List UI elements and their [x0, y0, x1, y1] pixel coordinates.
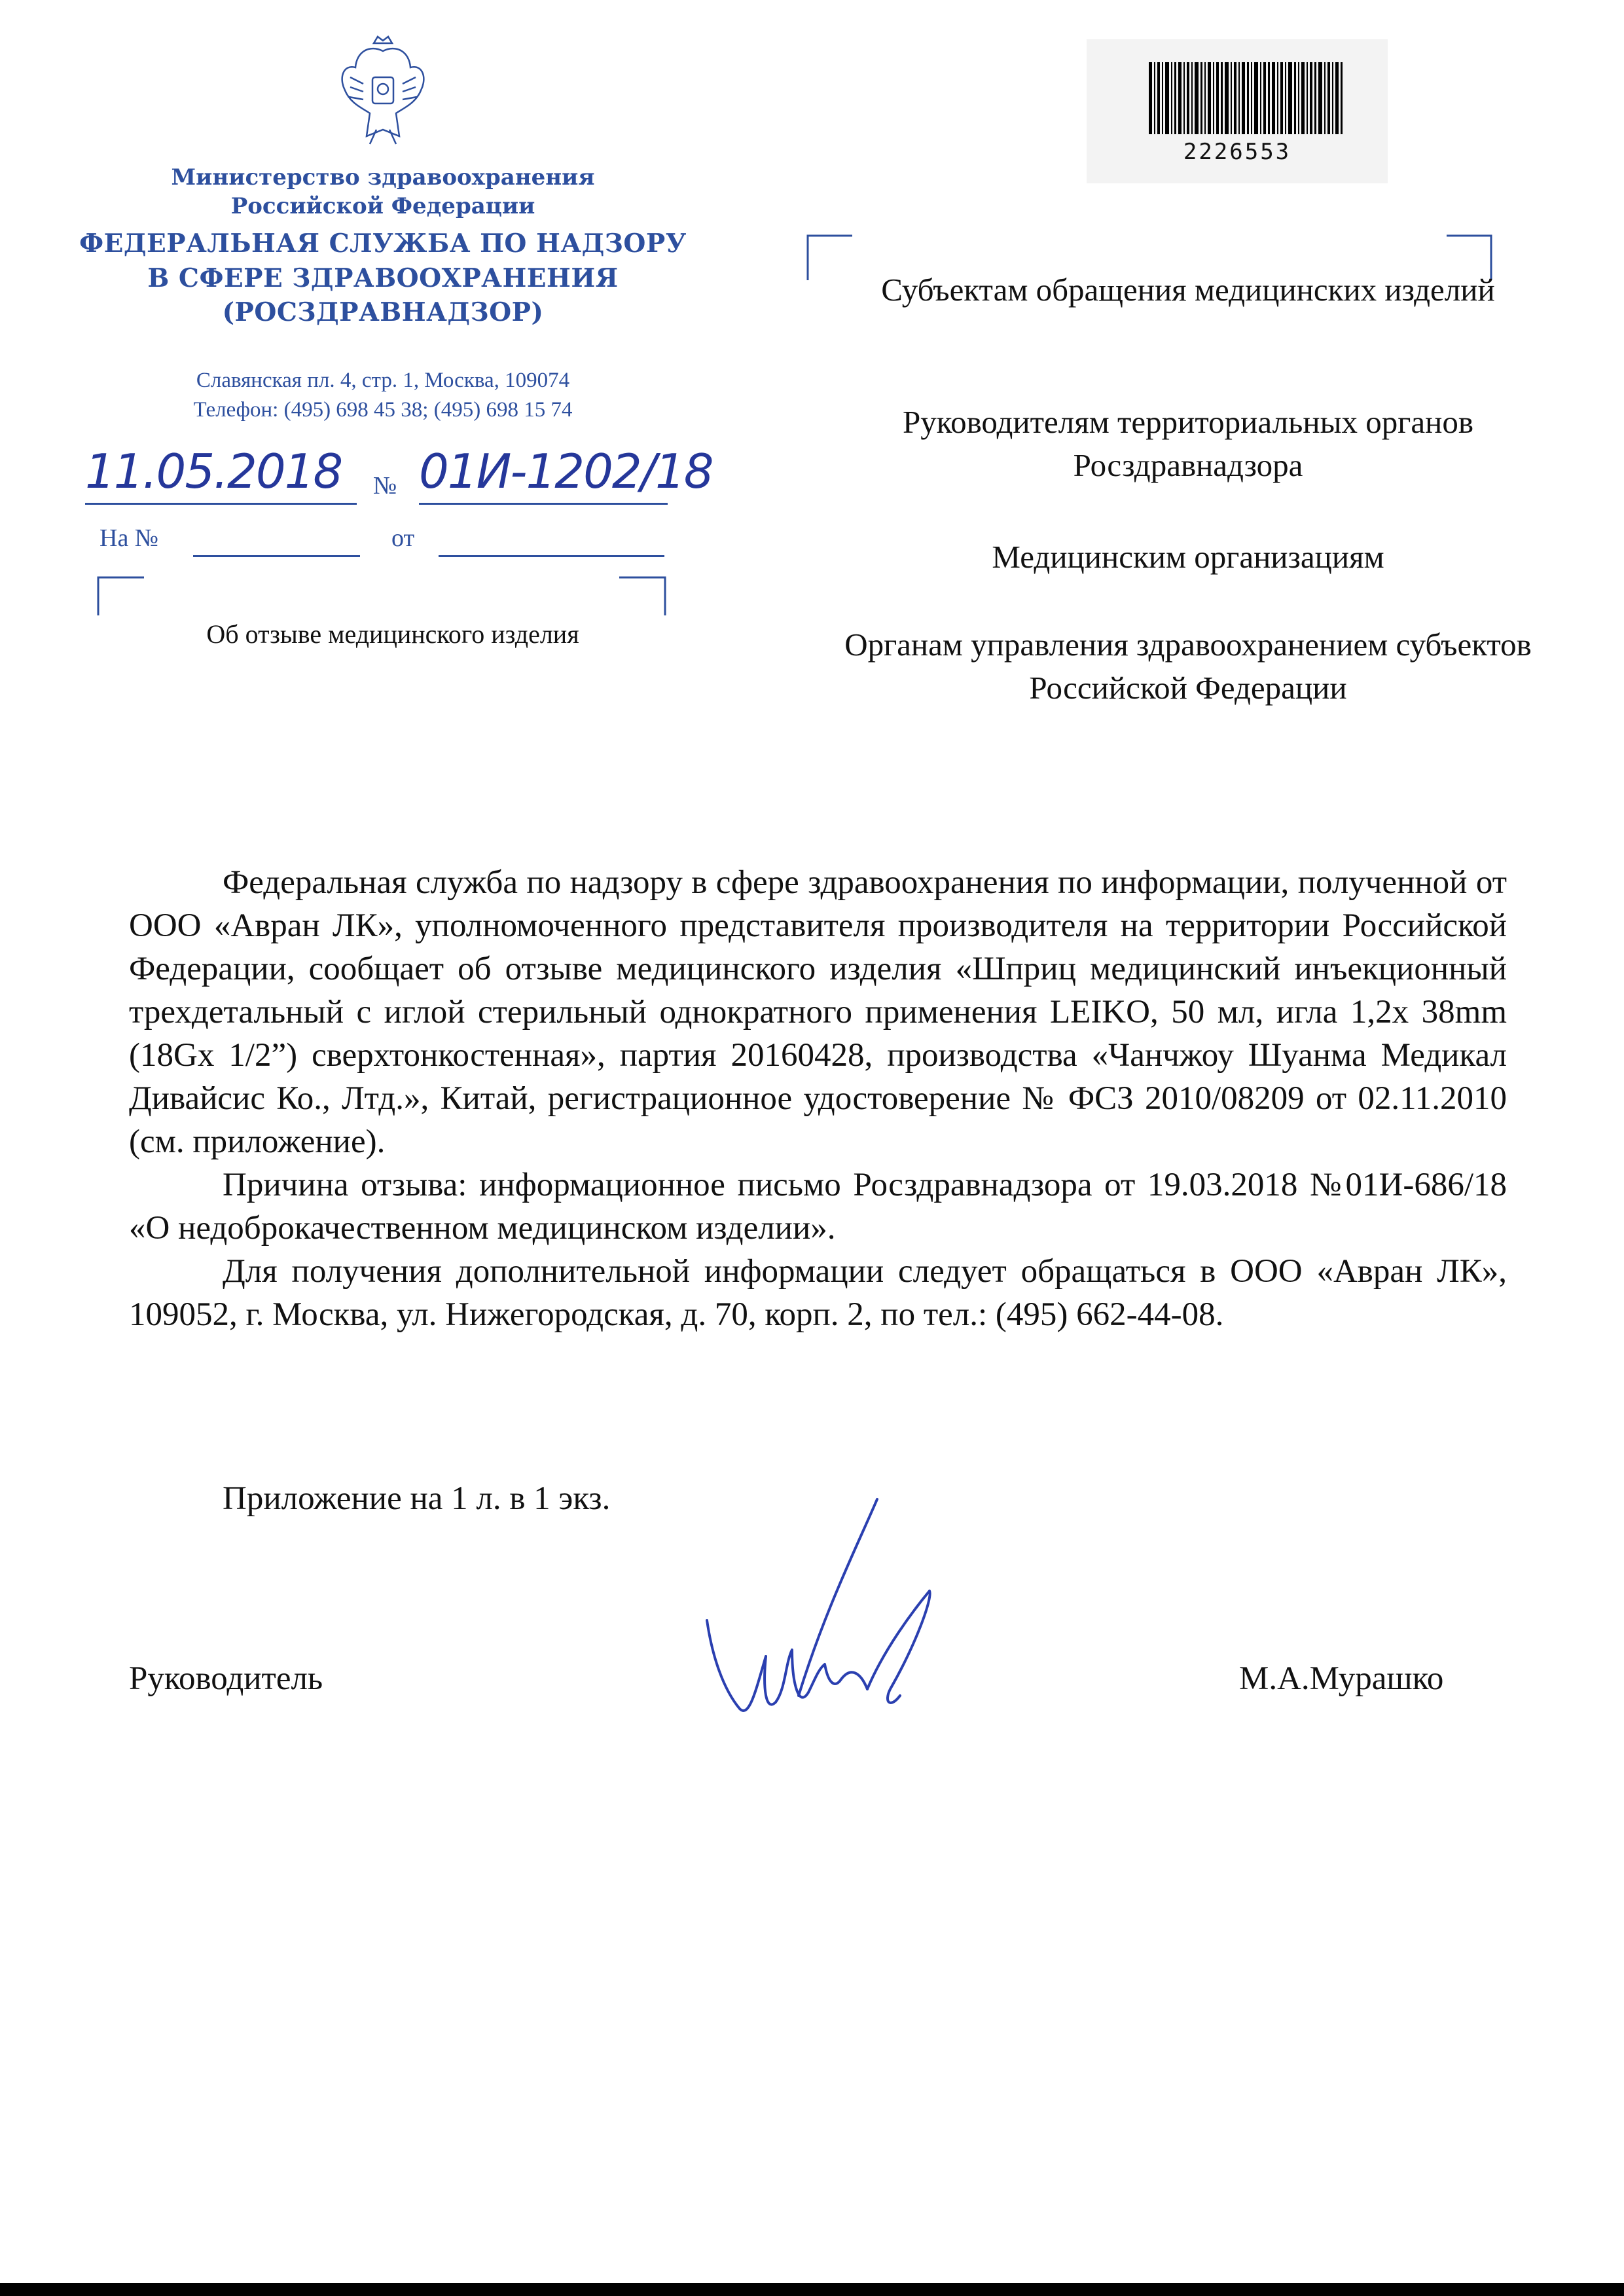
- barcode-number: 2226553: [1183, 139, 1291, 165]
- recipient-4: Органам управления здравоохранением субъектов Российской Федерации: [844, 627, 1532, 706]
- service-name-line2: В СФЕРЕ ЗДРАВООХРАНЕНИЯ: [147, 263, 619, 293]
- attachment-note: Приложение на 1 л. в 1 экз.: [223, 1480, 611, 1517]
- barcode-area: [1087, 39, 1388, 183]
- number-underline: [419, 503, 668, 505]
- body-paragraph-1: Федеральная служба по надзору в сфере здравоохранения по информации, полученной от ООО «Авран ЛК», уполномоченного представителя производителя на территории Российской Федерации, сообщает об отзыве медицинского изделия «Шприц медицинский инъекционный трехдетальный с иглой стерильный однократного применения LEIKO, 50 мл, игла 1,2x 38mm (18Gx 1/2”) сверхтонкостенная», партия 20160428, производства «Чанчжоу Шуанма Медикал Дивайсис Ко., Лтд.», Китай, регистрационное удостоверение № ФСЗ 2010/08209 от 02.11.2010 (см. приложение).: [129, 864, 1507, 1160]
- ministry-name-line1: Министерство здравоохранения: [171, 164, 595, 191]
- subject-brackets: [97, 576, 666, 622]
- body-paragraph-3: Для получения дополнительной информации следует обращаться в ООО «Авран ЛК», 109052, г. Москва, ул. Нижегородская, д. 70, корп. 2, по тел.: (495) 662-44-08.: [129, 1253, 1507, 1333]
- letter-subject: Об отзыве медицинского изделия: [206, 619, 579, 649]
- handwritten-signature-icon: [694, 1493, 995, 1741]
- recipient-1: Субъектам обращения медицинских изделий: [881, 272, 1495, 308]
- body-paragraph-2: Причина отзыва: информационное письмо Росздравнадзора от 19.03.2018 №01И-686/18 «О недоброкачественном медицинском изделии».: [129, 1167, 1507, 1247]
- recipient-3: Медицинским организациям: [992, 539, 1384, 575]
- signer-position: Руководитель: [129, 1660, 323, 1697]
- from-label: от: [391, 524, 415, 552]
- coat-of-arms-icon: [331, 31, 435, 149]
- scan-edge: [0, 2283, 1624, 2296]
- reply-label: На №: [99, 524, 159, 552]
- letter-body: [129, 861, 1507, 1336]
- barcode-icon: [1149, 62, 1345, 134]
- service-name-line1: ФЕДЕРАЛЬНАЯ СЛУЖБА ПО НАДЗОРУ: [79, 228, 687, 259]
- phone: Телефон: (495) 698 45 38; (495) 698 15 74: [193, 398, 573, 422]
- service-name-line3: (РОСЗДРАВНАДЗОР): [222, 297, 544, 327]
- from-underline: [439, 555, 664, 557]
- address: Славянская пл. 4, стр. 1, Москва, 109074: [196, 369, 570, 392]
- recipient-2: Руководителям территориальных органов Росздравнадзора: [903, 404, 1473, 483]
- signer-name: М.А.Мурашко: [1239, 1660, 1444, 1697]
- registration-number: 01И-1202/18: [419, 444, 713, 499]
- number-label: №: [373, 472, 397, 500]
- date-underline: [85, 503, 357, 505]
- reply-underline: [193, 555, 360, 557]
- ministry-name-line2: Российской Федерации: [230, 193, 535, 219]
- registration-date: 11.05.2018: [85, 444, 342, 499]
